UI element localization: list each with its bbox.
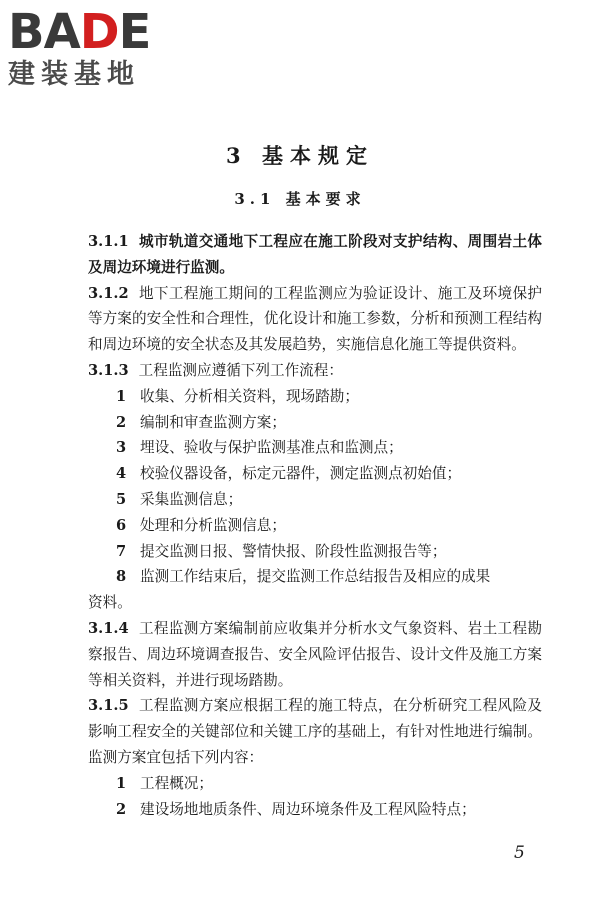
watermark-logo [8, 6, 178, 90]
list-item-text: 工程概况； [140, 774, 213, 792]
list-item [88, 797, 542, 823]
clause-number: 3.1.4 [88, 619, 129, 637]
list-item-text: 埋设、验收与保护监测基准点和监测点； [140, 439, 403, 457]
section-title: 3.1 基本要求 [234, 190, 366, 208]
list-item-continuation: 资料。 [88, 594, 132, 612]
list-item [88, 384, 542, 410]
clause-3-1-1 [88, 229, 542, 281]
clause-number: 3.1.2 [88, 284, 129, 302]
clause-3-1-3 [88, 358, 542, 384]
list-item [88, 539, 542, 565]
list-item [88, 487, 542, 513]
list-item-number: 5 [116, 490, 127, 508]
clause-number: 3.1.1 [88, 233, 129, 250]
clause-3-1-2 [88, 281, 542, 358]
list-item-text: 提交监测日报、警情快报、阶段性监测报告等； [140, 542, 447, 560]
list-item-number: 8 [116, 568, 127, 586]
document-body [88, 229, 542, 822]
list-item-text: 校验仪器设备，标定元器件，测定监测点初始值； [140, 465, 462, 483]
chapter-title: 3 基本规定 [226, 143, 374, 168]
clause-text: 工程监测应遵循下列工作流程： [138, 361, 343, 379]
clause-text: 工程监测方案编制前应收集并分析水文气象资料、岩土工程勘察报告、周边环境调查报告、安全风险评估报告、设计文件及施工方案等相关资料，并进行现场踏勘。 [88, 619, 542, 689]
list-item-number: 4 [116, 465, 127, 483]
list-item [88, 771, 542, 797]
list-item [88, 564, 542, 590]
clause-text: 工程监测方案应根据工程的施工特点，在分析研究工程风险及影响工程安全的关键部位和关键工序的基础上，有针对性地进行编制。监测方案宜包括下列内容： [88, 697, 542, 766]
list-item [88, 435, 542, 461]
logo-mark-part: E [118, 4, 151, 60]
list-item-text: 建设场地地质条件、周边环境条件及工程风险特点； [140, 800, 476, 818]
list-item-text: 采集监测信息； [140, 490, 243, 508]
logo-mark-part: BA [8, 4, 80, 60]
list-item [88, 461, 542, 487]
list-item-number: 1 [116, 387, 127, 405]
clause-3-1-4 [88, 616, 542, 693]
clause-text: 地下工程施工期间的工程监测应为验证设计、施工及环境保护等方案的安全性和合理性，优化设计和施工参数，分析和预测工程结构和周边环境的安全状态及其发展趋势，实施信息化施工等提供资料。 [88, 284, 542, 354]
list-item-text: 收集、分析相关资料，现场踏勘； [140, 387, 359, 405]
list-item-number: 7 [116, 542, 127, 560]
page-number: 5 [514, 843, 525, 863]
logo-subtitle: 建装基地 [8, 59, 140, 90]
list-item-number: 1 [116, 774, 127, 792]
list-item-number: 2 [116, 413, 127, 431]
list-item [88, 410, 542, 436]
list-item-text: 监测工作结束后，提交监测工作总结报告及相应的成果 [140, 568, 491, 586]
clause-number: 3.1.3 [88, 361, 129, 379]
list-item-number: 6 [116, 516, 127, 534]
list-item-number: 3 [116, 439, 127, 457]
clause-number: 3.1.5 [88, 697, 129, 715]
list-item-text: 处理和分析监测信息； [140, 516, 286, 534]
list-item-number: 2 [116, 800, 127, 818]
logo-mark-accent: D [79, 4, 119, 60]
clause-text: 城市轨道交通地下工程应在施工阶段对支护结构、周围岩土体及周边环境进行监测。 [88, 233, 542, 276]
list-item [88, 513, 542, 539]
list-item-text: 编制和审查监测方案； [140, 413, 286, 431]
logo-mark [8, 6, 178, 58]
clause-3-1-5 [88, 693, 542, 770]
